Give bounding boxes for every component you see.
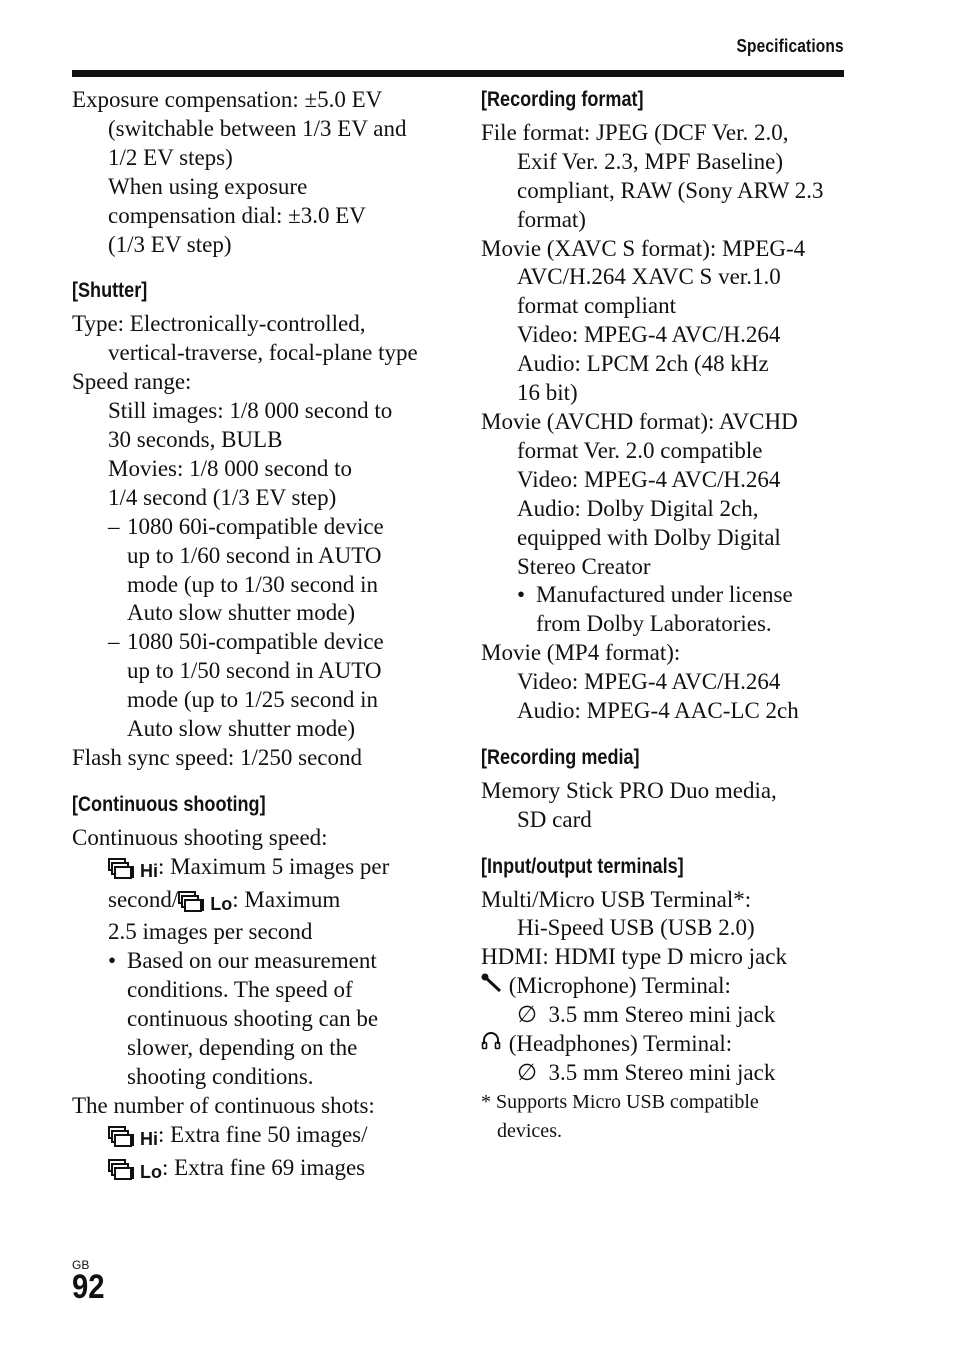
text-line: HDMI: HDMI type D micro jack: [481, 944, 787, 970]
io-terminals-section: [481, 886, 856, 1146]
section-heading-recording-format: [Recording format]: [481, 88, 644, 111]
text-fragment: : Extra fine 50 images/: [158, 1121, 368, 1147]
text-line: format): [517, 206, 586, 232]
text-line: conditions. The speed of: [127, 977, 353, 1003]
text-line: up to 1/60 second in AUTO: [127, 542, 382, 568]
text-line: mode (up to 1/30 second in: [127, 571, 379, 597]
text-line: equipped with Dolby Digital: [517, 524, 781, 550]
text-line: Exif Ver. 2.3, MPF Baseline): [517, 148, 783, 174]
text-line: (switchable between 1/3 EV and: [108, 115, 407, 141]
text-line: 30 seconds, BULB: [108, 426, 283, 452]
text-line: compliant, RAW (Sony ARW 2.3: [517, 177, 824, 203]
text-line: Movie (AVCHD format): AVCHD: [481, 408, 798, 434]
bullet-item: [72, 947, 442, 976]
continuous-lo-icon: [178, 891, 202, 911]
text-line: Auto slow shutter mode): [127, 600, 356, 626]
text-line: Movies: 1/8 000 second to: [108, 455, 353, 481]
exposure-compensation-entry: [72, 86, 442, 259]
text-fragment: 3.5 mm Stereo mini jack: [548, 1002, 776, 1028]
text-line: continuous shooting can be: [127, 1006, 379, 1032]
text-line: [481, 1030, 856, 1059]
text-line: Audio: Dolby Digital 2ch,: [517, 495, 759, 521]
continuous-section: [72, 824, 442, 1187]
running-header: Specifications: [736, 36, 844, 56]
diameter-icon: ∅: [517, 1060, 538, 1085]
lo-label: Lo: [210, 893, 233, 914]
hi-label: Hi: [140, 1128, 158, 1149]
continuous-lo-icon: [108, 1159, 132, 1179]
right-column: [481, 86, 856, 1146]
text-line: Hi-Speed USB (USB 2.0): [517, 915, 755, 941]
text-line: Video: MPEG-4 AVC/H.264: [517, 669, 781, 695]
section-heading-continuous: [Continuous shooting]: [72, 792, 266, 816]
diameter-icon: ∅: [517, 1002, 538, 1028]
text-line: SD card: [517, 806, 592, 832]
text-line: 16 bit): [517, 380, 578, 406]
continuous-hi-icon: [108, 858, 132, 878]
text-line: Stereo Creator: [517, 553, 651, 579]
footnote: devices.: [497, 1119, 562, 1142]
text-line: format Ver. 2.0 compatible: [517, 437, 763, 463]
text-line: Memory Stick PRO Duo media,: [481, 777, 777, 803]
text-line: Multi/Micro USB Terminal*:: [481, 886, 752, 912]
text-fragment: : Maximum 5 images per: [158, 853, 390, 879]
text-line: File format: JPEG (DCF Ver. 2.0,: [481, 119, 789, 145]
text-line: 1080 60i-compatible device: [127, 513, 384, 539]
microphone-icon: [481, 972, 503, 1001]
hi-label: Hi: [140, 860, 158, 881]
text-line: Still images: 1/8 000 second to: [108, 398, 393, 424]
bullet-marker: •: [517, 582, 526, 608]
dash-marker: –: [108, 629, 120, 655]
text-line: compensation dial: ±3.0 EV: [108, 202, 366, 228]
text-line: Manufactured under license: [536, 582, 793, 608]
section-heading-shutter: [Shutter]: [72, 279, 148, 303]
text-line: up to 1/50 second in AUTO: [127, 658, 382, 684]
text-line: slower, depending on the: [127, 1035, 358, 1061]
headphones-icon: [481, 1030, 503, 1059]
dash-marker: –: [108, 513, 120, 539]
text-line: Type: Electronically-controlled,: [72, 311, 366, 337]
text-line: Based on our measurement: [127, 948, 377, 974]
text-line: [481, 972, 856, 1001]
text-line: When using exposure: [108, 173, 308, 199]
text-line: Video: MPEG-4 AVC/H.264: [517, 322, 781, 348]
page-number: 92: [72, 1268, 105, 1306]
text-line: [72, 853, 442, 886]
text-fragment: (Microphone) Terminal:: [508, 973, 731, 999]
region-label: GB: [72, 1258, 90, 1272]
text-fragment: : Maximum: [232, 886, 341, 912]
text-line: Movie (XAVC S format): MPEG-4: [481, 235, 806, 261]
text-line: Audio: LPCM 2ch (48 kHz: [517, 351, 769, 377]
text-line: Audio: MPEG-4 AAC-LC 2ch: [517, 698, 799, 724]
text-line: Video: MPEG-4 AVC/H.264: [517, 466, 781, 492]
text-line: The number of continuous shots:: [72, 1092, 375, 1118]
text-line: format compliant: [517, 293, 677, 319]
continuous-hi-icon: [108, 1126, 132, 1146]
text-line: Speed range:: [72, 369, 192, 395]
text-fragment: (Headphones) Terminal:: [508, 1031, 733, 1057]
text-line: 1/4 second (1/3 EV step): [108, 484, 337, 510]
text-line: Exposure compensation: ±5.0 EV: [72, 87, 383, 112]
text-line: Continuous shooting speed:: [72, 824, 328, 850]
text-line: [481, 1001, 856, 1030]
footnote: * Supports Micro USB compatible: [481, 1090, 759, 1113]
text-line: vertical-traverse, focal-plane type: [108, 340, 418, 366]
text-line: [481, 1059, 856, 1088]
text-fragment: : Extra fine 69 images: [162, 1154, 366, 1180]
header-rule: [72, 70, 844, 77]
text-line: [72, 1154, 442, 1187]
text-line: AVC/H.264 XAVC S ver.1.0: [517, 264, 781, 290]
section-heading-recording-media: [Recording media]: [481, 745, 640, 769]
text-line: from Dolby Laboratories.: [536, 611, 772, 637]
text-fragment: 3.5 mm Stereo mini jack: [548, 1060, 776, 1085]
text-line: [72, 886, 442, 919]
dash-item: [72, 628, 442, 657]
text-line: shooting conditions.: [127, 1064, 314, 1089]
recording-format-section: [481, 119, 856, 726]
text-line: Auto slow shutter mode): [127, 716, 356, 742]
text-line: 1/2 EV steps): [108, 144, 233, 170]
text-line: mode (up to 1/25 second in: [127, 687, 379, 713]
dash-item: [72, 513, 442, 542]
bullet-marker: •: [108, 948, 117, 974]
text-line: [72, 1121, 442, 1154]
section-heading-io-terminals: [Input/output terminals]: [481, 854, 684, 878]
lo-label: Lo: [140, 1161, 162, 1182]
text-line: 2.5 images per second: [108, 919, 313, 945]
text-line: (1/3 EV step): [108, 231, 232, 257]
shutter-section: [72, 310, 442, 773]
bullet-item: [481, 581, 856, 610]
text-line: Flash sync speed: 1/250 second: [72, 744, 363, 770]
text-fragment: second/: [108, 886, 179, 912]
left-column: [72, 86, 442, 1187]
recording-media-section: [481, 777, 856, 835]
text-line: Movie (MP4 format):: [481, 640, 681, 666]
text-line: 1080 50i-compatible device: [127, 629, 384, 655]
